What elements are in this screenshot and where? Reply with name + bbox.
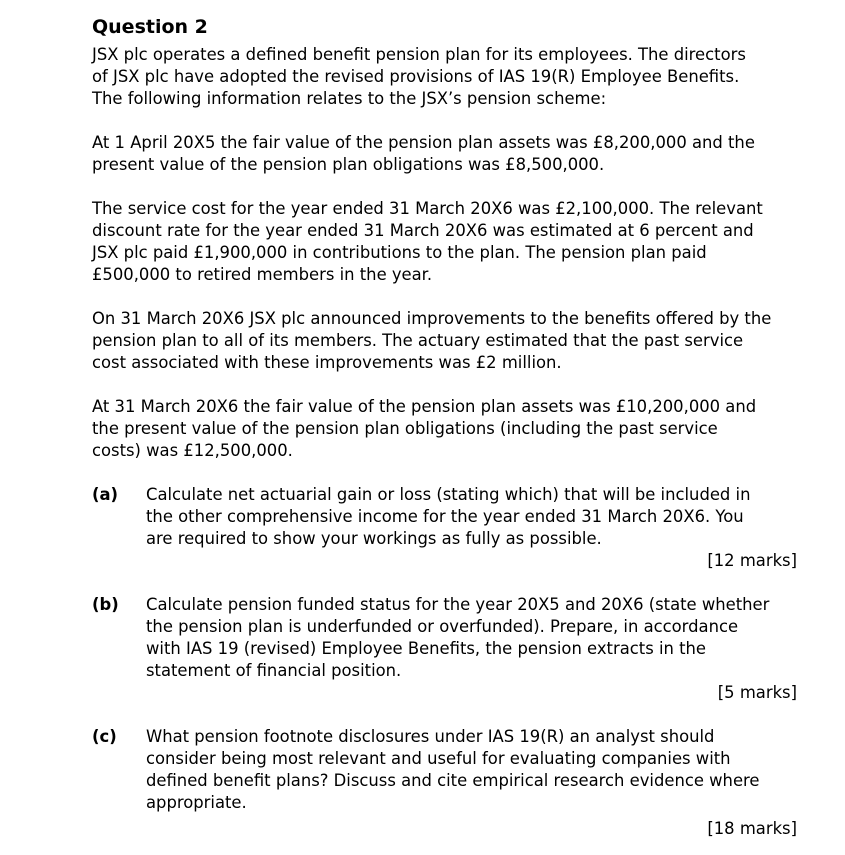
part-c-text <box>146 726 812 814</box>
closing-balances-paragraph <box>92 396 812 462</box>
part-c-label: (c) <box>92 727 117 746</box>
part-b-label: (b) <box>92 595 119 614</box>
text-line: with IAS 19 (revised) Employee Benefits, the pension extracts in the <box>146 639 707 658</box>
part-a <box>92 484 812 550</box>
text-line: statement of financial position. <box>146 661 402 680</box>
text-line: JSX plc operates a defined benefit pension plan for its employees. The directors <box>92 45 746 64</box>
opening-balances-paragraph <box>92 132 812 176</box>
part-b-text <box>146 594 812 682</box>
text-line: costs) was £12,500,000. <box>92 441 293 460</box>
text-line: The following information relates to the JSX’s pension scheme: <box>92 89 607 108</box>
part-a-text <box>146 484 812 550</box>
text-line: £500,000 to retired members in the year. <box>92 265 433 284</box>
text-line: The service cost for the year ended 31 March 20X6 was £2,100,000. The relevant <box>92 199 763 218</box>
text-line: discount rate for the year ended 31 March 20X6 was estimated at 6 percent and <box>92 221 754 240</box>
part-b-marks: [5 marks] <box>717 683 797 702</box>
text-line: present value of the pension plan obligations was £8,500,000. <box>92 155 605 174</box>
part-b <box>92 594 812 682</box>
text-line: pension plan to all of its members. The actuary estimated that the past service <box>92 331 744 350</box>
text-line: defined benefit plans? Discuss and cite empirical research evidence where <box>146 771 760 790</box>
part-c <box>92 726 812 814</box>
text-line: of JSX plc have adopted the revised provisions of IAS 19(R) Employee Benefits. <box>92 67 740 86</box>
intro-paragraph <box>92 44 812 110</box>
text-line: cost associated with these improvements was £2 million. <box>92 353 562 372</box>
text-line: consider being most relevant and useful for evaluating companies with <box>146 749 731 768</box>
text-line: the present value of the pension plan obligations (including the past service <box>92 419 718 438</box>
service-cost-paragraph <box>92 198 812 286</box>
text-line: the pension plan is underfunded or overfunded). Prepare, in accordance <box>146 617 739 636</box>
text-line: appropriate. <box>146 793 247 812</box>
text-line: are required to show your workings as fully as possible. <box>146 529 602 548</box>
text-line: At 31 March 20X6 the fair value of the pension plan assets was £10,200,000 and <box>92 397 757 416</box>
text-line: What pension footnote disclosures under IAS 19(R) an analyst should <box>146 727 715 746</box>
question-document <box>92 16 812 840</box>
text-line: JSX plc paid £1,900,000 in contributions to the plan. The pension plan paid <box>92 243 707 262</box>
part-a-marks: [12 marks] <box>707 551 797 570</box>
question-title: Question 2 <box>92 16 208 38</box>
text-line: On 31 March 20X6 JSX plc announced improvements to the benefits offered by the <box>92 309 772 328</box>
part-c-marks: [18 marks] <box>707 819 797 838</box>
text-line: Calculate net actuarial gain or loss (stating which) that will be included in <box>146 485 751 504</box>
text-line: Calculate pension funded status for the year 20X5 and 20X6 (state whether <box>146 595 770 614</box>
part-a-label: (a) <box>92 485 119 504</box>
text-line: At 1 April 20X5 the fair value of the pension plan assets was £8,200,000 and the <box>92 133 755 152</box>
past-service-paragraph <box>92 308 812 374</box>
text-line: the other comprehensive income for the year ended 31 March 20X6. You <box>146 507 744 526</box>
